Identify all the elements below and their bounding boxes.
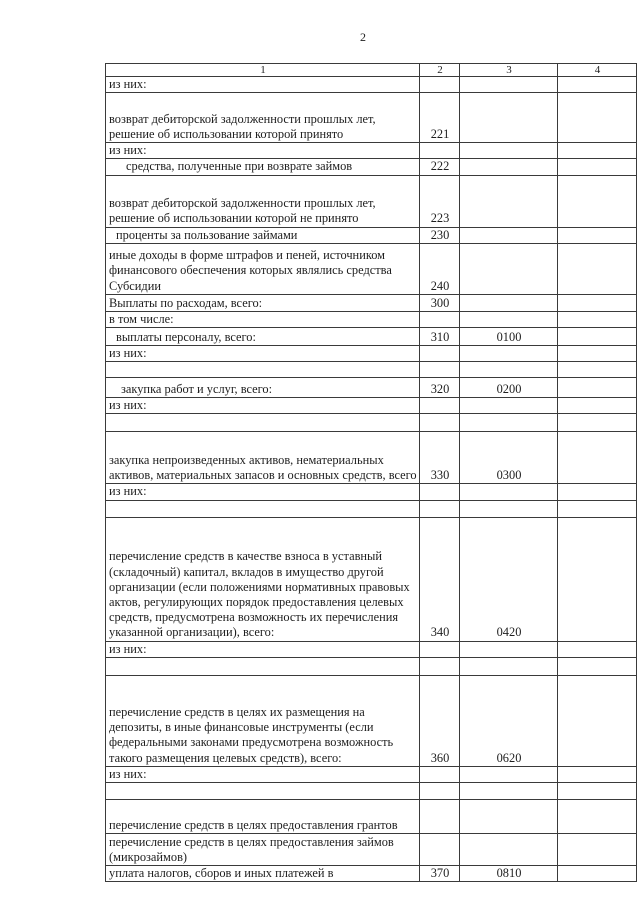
row-code: 221 xyxy=(420,93,460,143)
row-code xyxy=(420,143,460,159)
row-label: из них: xyxy=(106,77,420,93)
row-code xyxy=(420,657,460,675)
row-label: перечисление средств в целях предоставления грантов xyxy=(106,800,420,834)
row-kosgu: 0100 xyxy=(460,328,558,346)
row-kosgu: 0420 xyxy=(460,517,558,641)
table-row xyxy=(106,311,637,327)
column-header: 2 xyxy=(420,64,460,77)
row-code: 370 xyxy=(420,866,460,882)
row-kosgu xyxy=(460,243,558,294)
row-kosgu xyxy=(460,398,558,414)
table-header-row xyxy=(106,64,637,77)
row-code: 320 xyxy=(420,378,460,398)
row-label: из них: xyxy=(106,766,420,782)
row-value xyxy=(558,432,637,484)
table-row xyxy=(106,346,637,362)
row-value xyxy=(558,77,637,93)
row-label: из них: xyxy=(106,398,420,414)
table-row xyxy=(106,227,637,243)
row-code xyxy=(420,484,460,500)
row-label: закупка работ и услуг, всего: xyxy=(106,378,420,398)
row-code xyxy=(420,766,460,782)
row-code xyxy=(420,500,460,517)
row-label: перечисление средств в качестве взноса в уставный (складочный) капитал, вкладов в имущество другой организации (если положениями нормативных правовых актов, регулирующих порядок предоставления целевых средств, предусмотрена возможность их перечисления указанной организации), всего: xyxy=(106,517,420,641)
row-code: 300 xyxy=(420,294,460,311)
table-row xyxy=(106,800,637,834)
row-label xyxy=(106,362,420,378)
row-value xyxy=(558,834,637,866)
row-value xyxy=(558,657,637,675)
row-label: проценты за пользование займами xyxy=(106,227,420,243)
table-row xyxy=(106,500,637,517)
row-kosgu xyxy=(460,294,558,311)
row-kosgu xyxy=(460,77,558,93)
row-value xyxy=(558,362,637,378)
row-label: уплата налогов, сборов и иных платежей в xyxy=(106,866,420,882)
row-value xyxy=(558,866,637,882)
row-kosgu xyxy=(460,657,558,675)
row-kosgu: 0300 xyxy=(460,432,558,484)
column-header: 1 xyxy=(106,64,420,77)
row-label xyxy=(106,414,420,432)
row-value xyxy=(558,800,637,834)
row-kosgu xyxy=(460,766,558,782)
row-kosgu xyxy=(460,800,558,834)
table-row xyxy=(106,866,637,882)
row-value xyxy=(558,378,637,398)
row-value xyxy=(558,227,637,243)
row-code: 340 xyxy=(420,517,460,641)
row-value xyxy=(558,484,637,500)
table-row xyxy=(106,398,637,414)
table-row xyxy=(106,294,637,311)
report-table xyxy=(105,63,637,882)
row-value xyxy=(558,93,637,143)
row-value xyxy=(558,500,637,517)
page-number: 2 xyxy=(360,30,366,44)
table-row xyxy=(106,77,637,93)
row-kosgu xyxy=(460,311,558,327)
row-kosgu xyxy=(460,500,558,517)
row-kosgu xyxy=(460,414,558,432)
row-value xyxy=(558,328,637,346)
row-kosgu xyxy=(460,783,558,800)
row-value xyxy=(558,766,637,782)
table-row xyxy=(106,657,637,675)
row-value xyxy=(558,517,637,641)
row-value xyxy=(558,243,637,294)
row-value xyxy=(558,346,637,362)
row-label: закупка непроизведенных активов, нематериальных активов, материальных запасов и основных средств, всего xyxy=(106,432,420,484)
row-label: возврат дебиторской задолженности прошлых лет, решение об использовании которой не принято xyxy=(106,175,420,227)
row-value xyxy=(558,294,637,311)
row-code xyxy=(420,77,460,93)
row-value xyxy=(558,414,637,432)
row-code: 240 xyxy=(420,243,460,294)
row-kosgu xyxy=(460,143,558,159)
row-code: 223 xyxy=(420,175,460,227)
table-row xyxy=(106,93,637,143)
table-row xyxy=(106,175,637,227)
row-code xyxy=(420,834,460,866)
row-value xyxy=(558,175,637,227)
row-label: из них: xyxy=(106,484,420,500)
row-label: средства, полученные при возврате займов xyxy=(106,159,420,175)
table-row xyxy=(106,328,637,346)
row-kosgu xyxy=(460,346,558,362)
row-label: из них: xyxy=(106,346,420,362)
row-kosgu xyxy=(460,362,558,378)
table-row xyxy=(106,484,637,500)
row-label xyxy=(106,783,420,800)
row-value xyxy=(558,675,637,766)
row-label: в том числе: xyxy=(106,311,420,327)
row-code: 310 xyxy=(420,328,460,346)
row-code xyxy=(420,346,460,362)
row-code: 222 xyxy=(420,159,460,175)
row-code xyxy=(420,800,460,834)
row-kosgu xyxy=(460,484,558,500)
row-code xyxy=(420,311,460,327)
row-label: перечисление средств в целях предоставления займов (микрозаймов) xyxy=(106,834,420,866)
table-row xyxy=(106,834,637,866)
row-value xyxy=(558,783,637,800)
row-kosgu xyxy=(460,641,558,657)
table-row xyxy=(106,243,637,294)
row-label: возврат дебиторской задолженности прошлых лет, решение об использовании которой принято xyxy=(106,93,420,143)
column-header: 4 xyxy=(558,64,637,77)
table-row xyxy=(106,432,637,484)
row-code: 360 xyxy=(420,675,460,766)
row-label xyxy=(106,657,420,675)
row-code xyxy=(420,414,460,432)
row-kosgu xyxy=(460,93,558,143)
row-kosgu xyxy=(460,159,558,175)
table-row xyxy=(106,414,637,432)
row-kosgu: 0620 xyxy=(460,675,558,766)
row-value xyxy=(558,641,637,657)
row-code xyxy=(420,641,460,657)
table-row xyxy=(106,675,637,766)
table-row xyxy=(106,517,637,641)
table-row xyxy=(106,641,637,657)
row-value xyxy=(558,159,637,175)
row-code: 330 xyxy=(420,432,460,484)
row-label xyxy=(106,500,420,517)
row-code xyxy=(420,783,460,800)
row-value xyxy=(558,143,637,159)
row-kosgu xyxy=(460,175,558,227)
row-value xyxy=(558,311,637,327)
row-code: 230 xyxy=(420,227,460,243)
table-row xyxy=(106,362,637,378)
row-label: иные доходы в форме штрафов и пеней, источником финансового обеспечения которых являлись средства Субсидии xyxy=(106,243,420,294)
row-label: из них: xyxy=(106,641,420,657)
table-row xyxy=(106,766,637,782)
row-kosgu xyxy=(460,834,558,866)
row-label: Выплаты по расходам, всего: xyxy=(106,294,420,311)
column-header: 3 xyxy=(460,64,558,77)
row-label: перечисление средств в целях их размещения на депозиты, в иные финансовые инструменты (если федеральными законами предусмотрена возможность такого размещения целевых средств), всего: xyxy=(106,675,420,766)
table-row xyxy=(106,783,637,800)
table-row xyxy=(106,143,637,159)
row-code xyxy=(420,362,460,378)
row-kosgu xyxy=(460,227,558,243)
table-row xyxy=(106,378,637,398)
row-kosgu: 0200 xyxy=(460,378,558,398)
table-row xyxy=(106,159,637,175)
row-label: из них: xyxy=(106,143,420,159)
row-label: выплаты персоналу, всего: xyxy=(106,328,420,346)
row-kosgu: 0810 xyxy=(460,866,558,882)
row-value xyxy=(558,398,637,414)
row-code xyxy=(420,398,460,414)
